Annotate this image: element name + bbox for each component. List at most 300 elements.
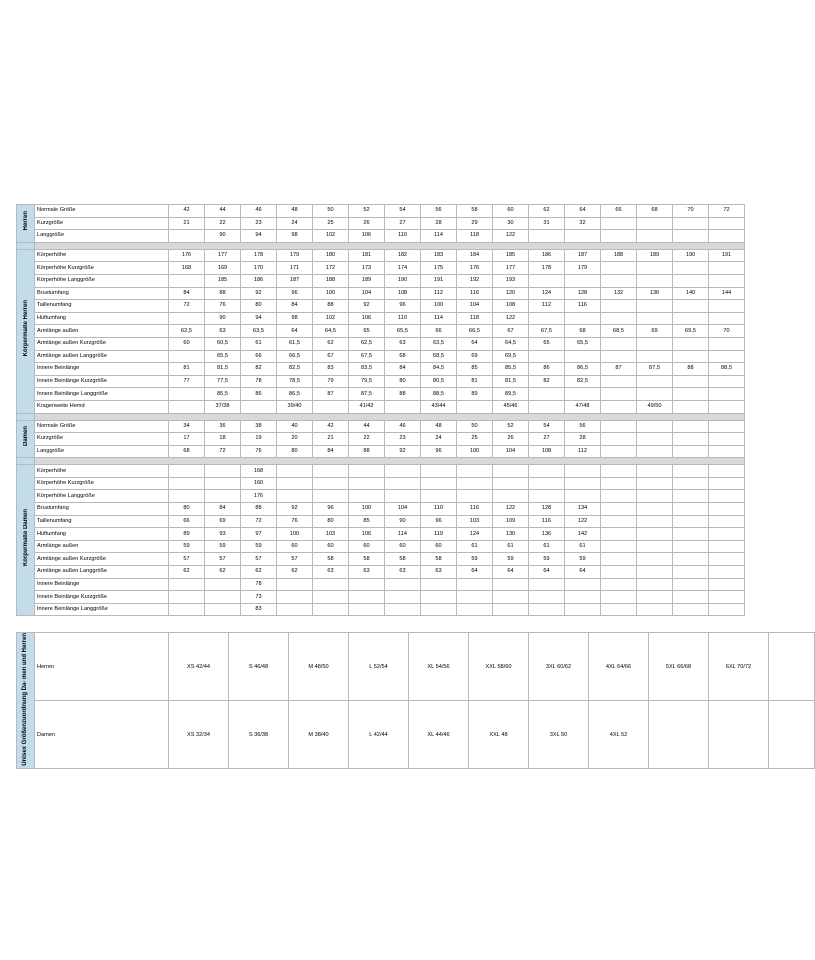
cell bbox=[385, 490, 421, 503]
cell bbox=[601, 230, 637, 243]
cell: 68 bbox=[637, 205, 673, 218]
cell: 25 bbox=[457, 433, 493, 446]
cell: 65 bbox=[349, 325, 385, 338]
cell bbox=[169, 578, 205, 591]
cell bbox=[637, 477, 673, 490]
cell bbox=[601, 337, 637, 350]
cell: 83,5 bbox=[349, 363, 385, 376]
cell: 60 bbox=[349, 540, 385, 553]
cell: 122 bbox=[493, 503, 529, 516]
table-row-kragenweite bbox=[17, 400, 745, 413]
cell: 108 bbox=[385, 287, 421, 300]
cell bbox=[565, 274, 601, 287]
cell bbox=[277, 465, 313, 478]
cell: 186 bbox=[529, 249, 565, 262]
cell: 84 bbox=[277, 300, 313, 313]
cell: L 52/54 bbox=[349, 633, 409, 701]
row-label: Langgröße bbox=[35, 445, 169, 458]
cell bbox=[637, 262, 673, 275]
cell: 180 bbox=[313, 249, 349, 262]
cell bbox=[637, 274, 673, 287]
cell: 68 bbox=[169, 445, 205, 458]
cell bbox=[565, 591, 601, 604]
cell bbox=[649, 701, 709, 769]
table-row bbox=[17, 375, 745, 388]
cell bbox=[169, 591, 205, 604]
cell bbox=[673, 540, 709, 553]
cell bbox=[637, 445, 673, 458]
cell: 3XL 60/62 bbox=[529, 633, 589, 701]
cell: 68 bbox=[565, 325, 601, 338]
cell: 31 bbox=[529, 217, 565, 230]
section-divider bbox=[17, 458, 745, 465]
cell bbox=[637, 566, 673, 579]
cell: 60 bbox=[493, 205, 529, 218]
cell: 96 bbox=[277, 287, 313, 300]
cell: S 36/38 bbox=[229, 701, 289, 769]
cell bbox=[205, 578, 241, 591]
cell: 67,5 bbox=[529, 325, 565, 338]
cell: XS 42/44 bbox=[169, 633, 229, 701]
table-row bbox=[17, 540, 745, 553]
table-row bbox=[17, 388, 745, 401]
cell: 85,5 bbox=[493, 363, 529, 376]
cell: 84 bbox=[385, 363, 421, 376]
cell: 119 bbox=[421, 528, 457, 541]
cell: 187 bbox=[277, 274, 313, 287]
cell: 63 bbox=[385, 566, 421, 579]
cell bbox=[673, 503, 709, 516]
cell: 182 bbox=[385, 249, 421, 262]
divider-band bbox=[35, 242, 745, 249]
cell bbox=[241, 400, 277, 413]
cell: 108 bbox=[529, 445, 565, 458]
cell: 80,5 bbox=[421, 375, 457, 388]
cell bbox=[349, 591, 385, 604]
cell: 124 bbox=[529, 287, 565, 300]
cell: 77,5 bbox=[205, 375, 241, 388]
row-label: Hüftumfang bbox=[35, 528, 169, 541]
cell: 47/48 bbox=[565, 400, 601, 413]
table-row bbox=[17, 274, 745, 287]
cell: 50 bbox=[457, 420, 493, 433]
cell: 90 bbox=[205, 312, 241, 325]
row-label: Kurzgröße bbox=[35, 217, 169, 230]
cell: 144 bbox=[709, 287, 745, 300]
cell: 122 bbox=[493, 312, 529, 325]
cell bbox=[457, 465, 493, 478]
cell bbox=[709, 337, 745, 350]
cell: 80 bbox=[313, 515, 349, 528]
cell: 178 bbox=[529, 262, 565, 275]
cell: 89 bbox=[457, 388, 493, 401]
row-label: Normale Größe bbox=[35, 420, 169, 433]
cell bbox=[169, 274, 205, 287]
cell: 60 bbox=[385, 540, 421, 553]
cell bbox=[601, 578, 637, 591]
cell: M 48/50 bbox=[289, 633, 349, 701]
cell bbox=[601, 300, 637, 313]
table-row bbox=[17, 249, 745, 262]
cell bbox=[673, 300, 709, 313]
section-divider bbox=[17, 242, 745, 249]
cell bbox=[493, 477, 529, 490]
cell bbox=[529, 350, 565, 363]
cell: 140 bbox=[673, 287, 709, 300]
cell bbox=[385, 465, 421, 478]
cell: 80 bbox=[241, 300, 277, 313]
cell: 120 bbox=[493, 287, 529, 300]
table-row bbox=[17, 217, 745, 230]
cell: 66,5 bbox=[277, 350, 313, 363]
cell bbox=[169, 465, 205, 478]
cell: 76 bbox=[277, 515, 313, 528]
row-label: Innere Beinlänge Langgröße bbox=[35, 603, 169, 616]
cell bbox=[529, 312, 565, 325]
cell: 59 bbox=[565, 553, 601, 566]
cell: 58 bbox=[313, 553, 349, 566]
cell: 181 bbox=[349, 249, 385, 262]
cell: 63 bbox=[421, 566, 457, 579]
section-label-unisex-text: Unisex Größenzuordnung Da- men und Herren bbox=[22, 633, 29, 767]
cell bbox=[709, 445, 745, 458]
cell bbox=[637, 603, 673, 616]
cell: 44 bbox=[349, 420, 385, 433]
row-label: Taillenumfang bbox=[35, 515, 169, 528]
cell bbox=[673, 490, 709, 503]
row-label: Innere Beinlänge bbox=[35, 363, 169, 376]
cell bbox=[709, 540, 745, 553]
cell: 69,5 bbox=[673, 325, 709, 338]
table-row bbox=[17, 553, 745, 566]
cell: 58 bbox=[385, 553, 421, 566]
cell bbox=[673, 477, 709, 490]
cell bbox=[421, 578, 457, 591]
cell: 116 bbox=[565, 300, 601, 313]
table-row bbox=[17, 591, 745, 604]
cell: 116 bbox=[529, 515, 565, 528]
cell bbox=[421, 465, 457, 478]
cell: 104 bbox=[457, 300, 493, 313]
row-label: Kragenweite Hemd bbox=[35, 400, 169, 413]
cell: 114 bbox=[421, 230, 457, 243]
cell bbox=[169, 400, 205, 413]
cell: 106 bbox=[349, 312, 385, 325]
cell bbox=[349, 477, 385, 490]
cell: 193 bbox=[493, 274, 529, 287]
cell bbox=[709, 400, 745, 413]
cell bbox=[637, 540, 673, 553]
cell bbox=[169, 490, 205, 503]
cell: 83 bbox=[313, 363, 349, 376]
cell bbox=[529, 388, 565, 401]
cell: 88 bbox=[385, 388, 421, 401]
cell bbox=[349, 490, 385, 503]
cell bbox=[637, 312, 673, 325]
cell: 6XL 70/72 bbox=[709, 633, 769, 701]
cell bbox=[601, 503, 637, 516]
cell: 93 bbox=[205, 528, 241, 541]
cell bbox=[637, 578, 673, 591]
cell: 176 bbox=[457, 262, 493, 275]
cell: 188 bbox=[313, 274, 349, 287]
cell: 189 bbox=[637, 249, 673, 262]
section-label-damen: Damen bbox=[17, 420, 35, 458]
cell: 185 bbox=[493, 249, 529, 262]
cell: 98 bbox=[277, 312, 313, 325]
cell: 34 bbox=[169, 420, 205, 433]
cell: 57 bbox=[169, 553, 205, 566]
cell: 92 bbox=[241, 287, 277, 300]
cell bbox=[601, 375, 637, 388]
cell: 48 bbox=[277, 205, 313, 218]
cell: 65,5 bbox=[385, 325, 421, 338]
cell bbox=[349, 603, 385, 616]
cell: 17 bbox=[169, 433, 205, 446]
cell bbox=[277, 490, 313, 503]
cell bbox=[205, 477, 241, 490]
cell: 86,5 bbox=[277, 388, 313, 401]
cell: 61 bbox=[565, 540, 601, 553]
cell bbox=[493, 578, 529, 591]
cell bbox=[709, 230, 745, 243]
cell: 174 bbox=[385, 262, 421, 275]
cell: 56 bbox=[421, 205, 457, 218]
cell: 38 bbox=[241, 420, 277, 433]
cell bbox=[673, 420, 709, 433]
cell: XL 54/56 bbox=[409, 633, 469, 701]
cell: 116 bbox=[457, 287, 493, 300]
cell: 54 bbox=[385, 205, 421, 218]
cell bbox=[601, 217, 637, 230]
cell bbox=[709, 262, 745, 275]
cell: 110 bbox=[385, 230, 421, 243]
cell: 62,5 bbox=[349, 337, 385, 350]
table-row bbox=[17, 701, 815, 769]
cell: 60 bbox=[277, 540, 313, 553]
row-label: Innere Beinlänge Kurzgröße bbox=[35, 591, 169, 604]
table-gap bbox=[16, 616, 704, 632]
cell bbox=[709, 603, 745, 616]
section-label-unisex bbox=[17, 633, 35, 769]
row-label: Körperhöhe Langgröße bbox=[35, 490, 169, 503]
row-label: Armlänge außen bbox=[35, 540, 169, 553]
cell: 172 bbox=[313, 262, 349, 275]
cell bbox=[277, 578, 313, 591]
cell: 60 bbox=[421, 540, 457, 553]
cell: 176 bbox=[169, 249, 205, 262]
cell bbox=[565, 477, 601, 490]
cell: 97 bbox=[241, 528, 277, 541]
table-row bbox=[17, 528, 745, 541]
cell: 68,5 bbox=[601, 325, 637, 338]
cell: 66 bbox=[169, 515, 205, 528]
cell: 64 bbox=[565, 205, 601, 218]
cell: 90 bbox=[205, 230, 241, 243]
cell: 63,5 bbox=[241, 325, 277, 338]
cell: 59 bbox=[493, 553, 529, 566]
cell: 67 bbox=[493, 325, 529, 338]
cell: 89,5 bbox=[493, 388, 529, 401]
cell: 62 bbox=[169, 566, 205, 579]
cell: 68,5 bbox=[421, 350, 457, 363]
cell: 190 bbox=[673, 249, 709, 262]
cell bbox=[457, 603, 493, 616]
cell: 88 bbox=[241, 503, 277, 516]
cell: 58 bbox=[349, 553, 385, 566]
cell: 100 bbox=[457, 445, 493, 458]
cell: 92 bbox=[349, 300, 385, 313]
row-label: Armlänge außen Langgröße bbox=[35, 350, 169, 363]
cell: 64 bbox=[565, 566, 601, 579]
cell: 187 bbox=[565, 249, 601, 262]
cell bbox=[529, 400, 565, 413]
divider-side bbox=[17, 458, 35, 465]
cell: 65 bbox=[529, 337, 565, 350]
cell: 189 bbox=[349, 274, 385, 287]
cell bbox=[565, 465, 601, 478]
cell: 72 bbox=[169, 300, 205, 313]
cell bbox=[637, 388, 673, 401]
cell: 88 bbox=[349, 445, 385, 458]
row-label: Innere Beinlänge Langgröße bbox=[35, 388, 169, 401]
row-label: Hüftumfang bbox=[35, 312, 169, 325]
cell: 122 bbox=[565, 515, 601, 528]
cell: XS 32/34 bbox=[169, 701, 229, 769]
cell bbox=[565, 312, 601, 325]
cell bbox=[637, 490, 673, 503]
divider-band bbox=[35, 413, 745, 420]
cell: 183 bbox=[421, 249, 457, 262]
cell: 61 bbox=[493, 540, 529, 553]
cell: 171 bbox=[277, 262, 313, 275]
cell bbox=[637, 503, 673, 516]
cell bbox=[709, 566, 745, 579]
cell: 96 bbox=[385, 300, 421, 313]
cell: 42 bbox=[313, 420, 349, 433]
cell: 27 bbox=[529, 433, 565, 446]
cell bbox=[637, 528, 673, 541]
cell bbox=[637, 465, 673, 478]
cell: 83 bbox=[241, 603, 277, 616]
cell: 170 bbox=[241, 262, 277, 275]
cell: 21 bbox=[169, 217, 205, 230]
cell: 92 bbox=[385, 445, 421, 458]
cell bbox=[565, 578, 601, 591]
cell: 84 bbox=[313, 445, 349, 458]
cell bbox=[565, 350, 601, 363]
cell bbox=[709, 217, 745, 230]
cell bbox=[277, 477, 313, 490]
cell bbox=[169, 312, 205, 325]
cell: 100 bbox=[313, 287, 349, 300]
cell bbox=[709, 375, 745, 388]
cell bbox=[601, 262, 637, 275]
cell bbox=[673, 553, 709, 566]
cell: 18 bbox=[205, 433, 241, 446]
cell bbox=[637, 337, 673, 350]
cell: 80 bbox=[385, 375, 421, 388]
cell: 100 bbox=[277, 528, 313, 541]
cell: 82,5 bbox=[277, 363, 313, 376]
cell: 64,5 bbox=[493, 337, 529, 350]
cell: 132 bbox=[601, 287, 637, 300]
table-row bbox=[17, 300, 745, 313]
cell: 60,5 bbox=[205, 337, 241, 350]
row-label: Körperhöhe Kurzgröße bbox=[35, 262, 169, 275]
cell: 168 bbox=[169, 262, 205, 275]
cell bbox=[313, 603, 349, 616]
row-label: Armlänge außen Langgröße bbox=[35, 566, 169, 579]
cell bbox=[529, 230, 565, 243]
cell: 80 bbox=[169, 503, 205, 516]
cell bbox=[349, 578, 385, 591]
cell: 79 bbox=[313, 375, 349, 388]
table-row bbox=[17, 312, 745, 325]
cell bbox=[565, 603, 601, 616]
cell: 69 bbox=[637, 325, 673, 338]
cell bbox=[421, 603, 457, 616]
cell bbox=[673, 528, 709, 541]
cell: 96 bbox=[421, 445, 457, 458]
table-row bbox=[17, 262, 745, 275]
cell bbox=[385, 591, 421, 604]
cell bbox=[673, 603, 709, 616]
cell: 100 bbox=[349, 503, 385, 516]
cell: 72 bbox=[709, 205, 745, 218]
cell: 48 bbox=[421, 420, 457, 433]
cell: 134 bbox=[565, 503, 601, 516]
cell: 108 bbox=[493, 300, 529, 313]
table-row bbox=[17, 230, 745, 243]
cell bbox=[529, 465, 565, 478]
cell bbox=[169, 477, 205, 490]
cell: 188 bbox=[601, 249, 637, 262]
row-label: Körperhöhe Kurzgröße bbox=[35, 477, 169, 490]
cell bbox=[709, 274, 745, 287]
cell: 57 bbox=[205, 553, 241, 566]
cell: 43/44 bbox=[421, 400, 457, 413]
cell: 66 bbox=[421, 325, 457, 338]
section-label-herren: Herren bbox=[17, 205, 35, 243]
cell: 72 bbox=[241, 515, 277, 528]
cell bbox=[601, 591, 637, 604]
cell: 64 bbox=[529, 566, 565, 579]
cell bbox=[709, 490, 745, 503]
table-row bbox=[17, 325, 745, 338]
cell: 100 bbox=[421, 300, 457, 313]
cell bbox=[601, 566, 637, 579]
cell: 67 bbox=[313, 350, 349, 363]
cell: 88 bbox=[313, 300, 349, 313]
cell bbox=[169, 230, 205, 243]
cell: 112 bbox=[529, 300, 565, 313]
cell: 179 bbox=[565, 262, 601, 275]
cell: 56 bbox=[565, 420, 601, 433]
cell bbox=[601, 312, 637, 325]
cell: 169 bbox=[205, 262, 241, 275]
cell: 106 bbox=[349, 230, 385, 243]
cell: 177 bbox=[493, 262, 529, 275]
cell bbox=[601, 515, 637, 528]
cell: 42 bbox=[169, 205, 205, 218]
table-row bbox=[17, 633, 815, 701]
cell bbox=[601, 433, 637, 446]
cell: 160 bbox=[241, 477, 277, 490]
cell bbox=[673, 230, 709, 243]
cell: 39/40 bbox=[277, 400, 313, 413]
cell: 85 bbox=[457, 363, 493, 376]
